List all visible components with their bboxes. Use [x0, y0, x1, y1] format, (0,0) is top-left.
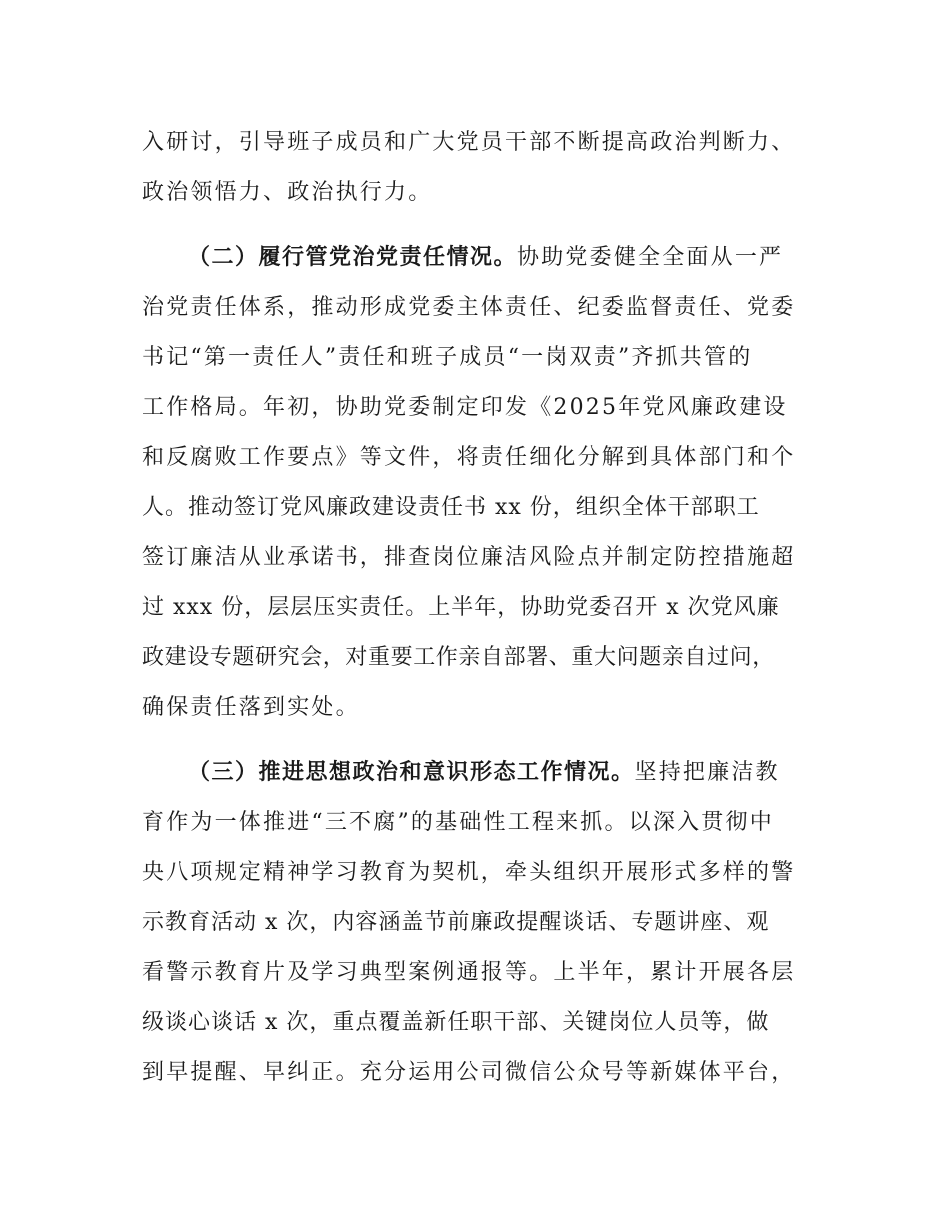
- p3-line-5: 看警示教育片及学习典型案例通报等。上半年，累计开展各层: [142, 960, 796, 985]
- p3-first-line-rest: 坚持把廉洁教: [634, 760, 780, 785]
- p3-line-6: 级谈心谈话 x 次，重点覆盖新任职干部、关键岗位人员等，做: [142, 1010, 770, 1035]
- p2-line-10: 确保责任落到实处。: [142, 695, 360, 720]
- p3-line-3: 央八项规定精神学习教育为契机，牵头组织开展形式多样的警: [142, 860, 796, 885]
- p2-line-6: 人。推动签订党风廉政建设责任书 xx 份，组织全体干部职工: [142, 495, 760, 520]
- p3-line-2: 育作为一体推进“三不腐”的基础性工程来抓。以深入贯彻中: [142, 810, 774, 835]
- p2-heading: （二）履行管党治党责任情况。: [188, 245, 518, 270]
- p2-first-line: [188, 243, 783, 273]
- p2-line-3: 书记“第一责任人”责任和班子成员“一岗双责”齐抓共管的: [142, 345, 753, 370]
- p1-line-1: 入研讨，引导班子成员和广大党员干部不断提高政治判断力、: [142, 130, 796, 155]
- p2-line-4: 工作格局。年初，协助党委制定印发《2025年党风廉政建设: [142, 395, 788, 420]
- p3-first-line: [188, 758, 780, 788]
- p2-line-7: 签订廉洁从业承诺书，排查岗位廉洁风险点并制定防控措施超: [142, 545, 796, 570]
- p2-line-9: 政建设专题研究会，对重要工作亲自部署、重大问题亲自过问，: [142, 645, 775, 670]
- p2-line-5: 和反腐败工作要点》等文件，将责任细化分解到具体部门和个: [142, 445, 796, 470]
- p2-line-8: 过 xxx 份，层层压实责任。上半年，协助党委召开 x 次党风廉: [142, 595, 780, 620]
- p1-line-2: 政治领悟力、政治执行力。: [142, 180, 433, 205]
- p3-line-7: 到早提醒、早纠正。充分运用公司微信公众号等新媒体平台，: [142, 1060, 796, 1085]
- p2-line-2: 治党责任体系，推动形成党委主体责任、纪委监督责任、党委: [142, 295, 796, 320]
- p2-first-line-rest: 协助党委健全全面从一严: [517, 245, 784, 270]
- p3-line-4: 示教育活动 x 次，内容涵盖节前廉政提醒谈话、专题讲座、观: [142, 910, 770, 935]
- p3-heading: （三）推进思想政治和意识形态工作情况。: [188, 760, 635, 785]
